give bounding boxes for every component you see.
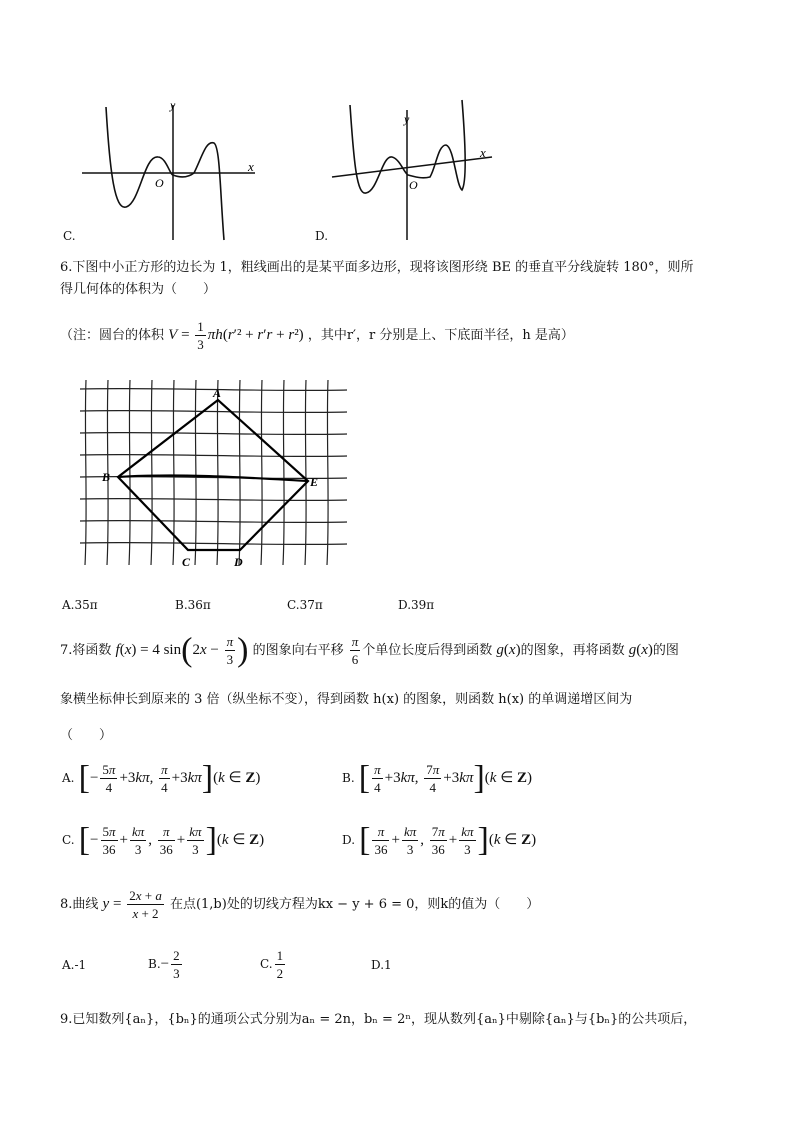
q6-option-d[interactable]: D.39π (398, 598, 435, 612)
q6-point-d: D (234, 555, 243, 569)
q8-line (60, 886, 539, 923)
q6-point-a: A (213, 386, 222, 400)
q6-point-c: C (182, 555, 191, 569)
q6-polygon (118, 400, 308, 550)
graph-c-y-label: y (170, 98, 176, 112)
q7-mid2: 个单位长度后得到函数 (362, 643, 493, 658)
q7-prefix: 7.将函数 (60, 643, 112, 658)
graph-d-y-label: y (404, 112, 410, 126)
q6-point-b: B (102, 470, 111, 484)
graph-option-c (60, 95, 280, 245)
q8-option-a[interactable]: A.-1 (62, 958, 87, 972)
graph-d-svg (312, 95, 532, 245)
q7-option-a[interactable]: A. [− $\frac{5\pi}{4}$ +3kπ, $\frac{\pi}{4}$ +3kπ](k ∈ Z) (62, 759, 261, 797)
q7-line2: 象横坐标伸长到原来的 3 倍（纵坐标不变），得到函数 h(x) 的图象，则函数 h(x) 的单调递增区间为 (60, 692, 633, 707)
q7-option-b[interactable]: B. [ $\frac{\pi}{4}$ +3kπ, $\frac{7\pi}{4}$ +3kπ](k ∈ Z) (342, 759, 533, 797)
q6-grid-svg (72, 375, 362, 575)
graph-c-svg (60, 95, 280, 245)
q7-g2: g(x) (628, 642, 653, 658)
graph-c-x-label: x (248, 159, 254, 174)
graph-d-origin-label: O (409, 178, 418, 192)
graph-c-origin-label: O (155, 176, 164, 190)
q6-note-suffix: ，其中r′，r 分别是上、下底面半径，h 是高） (307, 328, 574, 343)
q7-option-d[interactable]: D. [ $\frac{\pi}{36}$ + $\frac{k\pi}{3}$ , $\frac{7\pi}{36}$ + $\frac{k\pi}{3}$ ](k ∈ Z) (342, 821, 537, 859)
q8-option-c[interactable]: C. $\frac{1}{2}$ (260, 948, 284, 982)
q7-line3: （ ） (60, 728, 113, 743)
q7-f-definition: f(x) = 4 sin(2x − $\frac{\pi}{3}$ ) (115, 631, 249, 669)
q8-option-d[interactable]: D.1 (371, 958, 392, 972)
q6-option-b[interactable]: B.36π (175, 598, 211, 612)
q6-option-c[interactable]: C.37π (287, 598, 323, 612)
q6-note-prefix: （注：圆台的体积 (60, 328, 165, 343)
q6-line1: 6.下图中小正方形的边长为 1，粗线画出的是某平面多边形，现将该图形绕 BE 的垂直平分线旋转 180°，则所 (60, 260, 694, 275)
q7-line1 (60, 632, 679, 669)
q7-mid4: 的图 (652, 643, 679, 658)
q8-suffix: 在点(1,b)处的切线方程为kx − y + 6 = 0，则k的值为（ ） (169, 897, 540, 912)
q7-mid3: 的图象，再将函数 (520, 643, 625, 658)
q6-point-e: E (310, 475, 319, 489)
q6-line2: 得几何体的体积为（ ） (60, 282, 217, 297)
q8-prefix: 8.曲线 (60, 897, 99, 912)
graph-d-x-label: x (480, 145, 486, 160)
q7-g1: g(x) (496, 642, 521, 658)
q7-shift: $\frac{\pi}{6}$ (351, 634, 359, 668)
q9-line: 9.已知数列{aₙ}，{bₙ}的通项公式分别为aₙ = 2n，bₙ = 2ⁿ，现从数列{aₙ}中剔除{aₙ}与{bₙ}的公共项后， (60, 1012, 697, 1027)
q8-curve: y = $\frac{2x + a}{x + 2}$ (102, 888, 162, 922)
q6-formula: V = $\frac{1}{3}$ πh(r′² + r′r + r²) (168, 319, 304, 353)
q7-option-c[interactable]: C. [− $\frac{5\pi}{36}$ + $\frac{k\pi}{3}$ , $\frac{\pi}{36}$ + $\frac{k\pi}{3}$ ](k ∈ Z) (62, 821, 265, 859)
q6-figure (72, 375, 362, 575)
q6-option-a[interactable]: A.35π (62, 598, 98, 612)
q6-note (60, 318, 574, 353)
graph-c-label: C. (63, 229, 76, 243)
q6-grid-lines (80, 380, 347, 565)
graph-option-d (312, 95, 532, 245)
graph-d-label: D. (315, 229, 329, 243)
q7-mid1: 的图象向右平移 (252, 643, 344, 658)
q8-option-b[interactable]: B.− $\frac{2}{3}$ (148, 948, 180, 982)
